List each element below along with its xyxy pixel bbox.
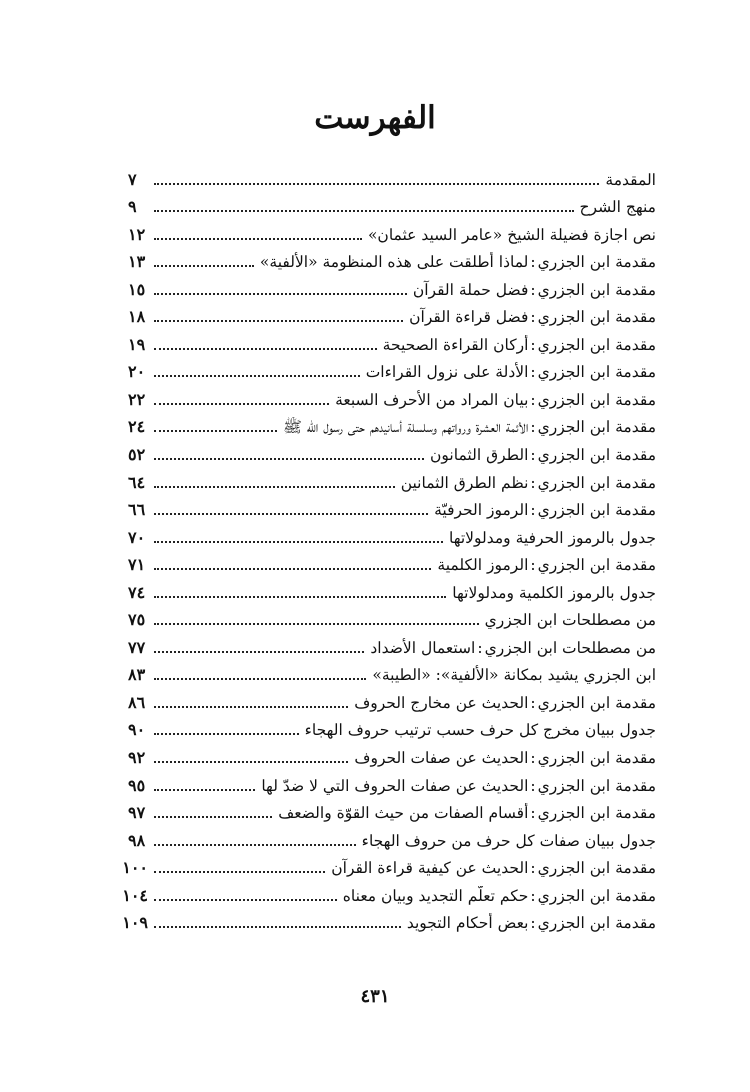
toc-entry-prefix: مقدمة ابن الجزري	[537, 280, 656, 299]
toc-entry	[122, 851, 656, 879]
page-number: ٤٣١	[360, 986, 390, 1007]
toc-entry	[128, 630, 656, 658]
toc-entry-title	[437, 555, 656, 575]
toc-entry-label: من مصطلحات ابن الجزري	[484, 611, 656, 630]
toc-entry	[128, 300, 656, 328]
toc-entry-page: ٧	[128, 169, 137, 189]
toc-entry-label: لماذا أطلقت على هذه المنظومة «الألفية»	[259, 253, 529, 272]
toc-entry-label: الحديث عن مخارج الحروف	[354, 693, 529, 712]
toc-entry-label: الأئمة العشرة ورواتهم وسلسلة أسانيدهم حتى رسول الله ﷺ	[283, 418, 529, 437]
toc-entry-label: أقسام الصفات من حيث القوّة والضعف	[278, 804, 529, 823]
toc-entry-title	[409, 307, 656, 327]
toc-entry-page: ٧٥	[128, 610, 146, 630]
toc-dot-leader	[154, 789, 255, 791]
toc-entry-label: منهج الشرح	[579, 198, 656, 217]
toc-entry	[128, 740, 656, 768]
toc-entry-prefix: مقدمة ابن الجزري	[537, 776, 656, 795]
toc-dot-leader	[154, 899, 337, 901]
toc-dot-leader	[154, 706, 348, 708]
toc-entry-page: ٧١	[128, 555, 146, 575]
toc-entry-title	[368, 225, 656, 245]
toc-entry-title	[354, 693, 656, 713]
toc-entry-prefix: مقدمة ابن الجزري	[537, 804, 656, 823]
toc-dot-leader	[154, 844, 356, 846]
toc-entry-page: ٧٠	[128, 527, 146, 547]
toc-entry	[128, 217, 656, 245]
toc-dot-leader	[154, 568, 431, 570]
toc-entry	[128, 796, 656, 824]
toc-entry	[128, 272, 656, 300]
toc-dot-leader	[154, 238, 362, 240]
toc-entry	[128, 658, 656, 686]
toc-entry-label: فضل قراءة القرآن	[409, 308, 529, 327]
toc-entry-label: نص اجازة فضيلة الشيخ «عامر السيد عثمان»	[367, 225, 656, 244]
toc-entry-title	[452, 583, 656, 603]
toc-entry-label: الرموز الحرفيّة	[434, 501, 529, 520]
toc-dot-leader	[154, 293, 407, 295]
toc-entry-label: جدول بالرموز الكلمية ومدلولاتها	[452, 583, 656, 602]
toc-entry-title	[354, 748, 656, 768]
toc-entry	[128, 190, 656, 218]
toc-entry	[128, 823, 656, 851]
toc-dot-leader	[154, 265, 254, 267]
toc-dot-leader	[154, 733, 299, 735]
toc-entry-separator: :	[530, 363, 536, 382]
toc-entry	[128, 548, 656, 576]
toc-entry-page: ٢٢	[128, 389, 146, 409]
toc-entry-title	[362, 831, 656, 851]
toc-dot-leader	[154, 348, 377, 350]
toc-entry-title	[449, 528, 656, 548]
toc-entry	[128, 713, 656, 741]
toc-entry-separator: :	[530, 859, 536, 878]
toc-entry-label: بيان المراد من الأحرف السبعة	[335, 390, 529, 409]
toc-dot-leader	[154, 403, 329, 405]
toc-dot-leader	[154, 513, 428, 515]
toc-dot-leader	[154, 678, 366, 680]
toc-dot-leader	[154, 486, 395, 488]
toc-entry-label: أركان القراءة الصحيحة	[382, 335, 529, 354]
toc-entry-label: الحديث عن صفات الحروف	[354, 749, 529, 768]
toc-dot-leader	[154, 651, 364, 653]
toc-entry-separator: :	[530, 886, 536, 905]
toc-entry-label: حكم تعلّم التجديد وبيان معناه	[342, 886, 529, 905]
toc-entry-title	[261, 776, 656, 796]
toc-dot-leader	[154, 320, 403, 322]
toc-entry-page: ٩٨	[128, 830, 146, 850]
toc-entry	[128, 382, 656, 410]
toc-entry-page: ١٩	[128, 334, 146, 354]
toc-entry-prefix: مقدمة ابن الجزري	[537, 253, 656, 272]
toc-entry	[128, 603, 656, 631]
toc-entry	[128, 410, 656, 438]
toc-entry-separator: :	[530, 693, 536, 712]
toc-entry-separator: :	[530, 556, 536, 575]
toc-entry-prefix: مقدمة ابن الجزري	[537, 390, 656, 409]
toc-dot-leader	[154, 926, 401, 928]
toc-entry	[128, 685, 656, 713]
toc-entry-title	[370, 638, 656, 658]
toc-entry-title	[580, 197, 656, 217]
toc-entry-title	[413, 280, 656, 300]
toc-entry	[122, 878, 656, 906]
toc-entry-title	[372, 665, 656, 685]
toc-entry-page: ٩	[128, 197, 137, 217]
toc-entry-separator: :	[530, 804, 536, 823]
toc-entry-label: الرموز الكلمية	[437, 556, 529, 575]
toc-entry-page: ٥٢	[128, 445, 146, 465]
toc-entry-page: ٨٦	[128, 692, 146, 712]
toc-entry-label: الأدلة على نزول القراءات	[365, 363, 529, 382]
toc-entry-prefix: مقدمة ابن الجزري	[537, 886, 656, 905]
toc-entry-title	[485, 610, 656, 630]
toc-entry-title	[366, 362, 656, 382]
toc-entry-separator: :	[530, 473, 536, 492]
toc-dot-leader	[154, 183, 599, 185]
toc-entry	[128, 162, 656, 190]
toc-entry-prefix: مقدمة ابن الجزري	[537, 446, 656, 465]
toc-entry	[128, 520, 656, 548]
toc-entry-prefix: مقدمة ابن الجزري	[537, 473, 656, 492]
toc-entry-label: جدول بالرموز الحرفية ومدلولاتها	[448, 528, 656, 547]
toc-entry-prefix: مقدمة ابن الجزري	[537, 749, 656, 768]
toc-entry	[128, 768, 656, 796]
toc-entry-prefix: مقدمة ابن الجزري	[537, 556, 656, 575]
toc-entry-title	[407, 913, 656, 933]
toc-dot-leader	[154, 458, 424, 460]
toc-entry-title	[430, 445, 656, 465]
toc-entry-prefix: من مصطلحات ابن الجزري	[484, 638, 656, 657]
toc-entry-title	[283, 417, 656, 437]
toc-entry-separator: :	[530, 501, 536, 520]
toc-entry-separator: :	[530, 418, 536, 437]
toc-entry-separator: :	[530, 446, 536, 465]
toc-entry-label: الحديث عن صفات الحروف التي لا ضدّ لها	[261, 776, 529, 795]
toc-entry-prefix: مقدمة ابن الجزري	[537, 418, 656, 437]
toc-entry-title	[260, 252, 656, 272]
toc-entry-separator: :	[530, 776, 536, 795]
toc-dot-leader	[154, 210, 574, 212]
table-of-contents	[122, 162, 656, 933]
toc-entry	[122, 906, 656, 934]
toc-entry-title	[343, 886, 656, 906]
toc-entry-separator: :	[530, 749, 536, 768]
toc-entry-prefix: مقدمة ابن الجزري	[537, 308, 656, 327]
toc-entry-label: نظم الطرق الثمانين	[400, 473, 529, 492]
toc-entry-separator: :	[530, 390, 536, 409]
toc-entry-separator: :	[530, 280, 536, 299]
toc-entry-page: ٩٠	[128, 720, 146, 740]
toc-entry-prefix: مقدمة ابن الجزري	[537, 363, 656, 382]
toc-entry-separator: :	[477, 638, 483, 657]
toc-entry-page: ٢٤	[128, 417, 146, 437]
toc-dot-leader	[154, 430, 277, 432]
toc-entry-label: فضل حملة القرآن	[412, 280, 529, 299]
toc-entry-label: المقدمة	[605, 170, 656, 189]
toc-entry-title	[434, 500, 656, 520]
toc-entry	[128, 465, 656, 493]
toc-entry-page: ٩٧	[128, 803, 146, 823]
toc-entry-page: ١٠٩	[122, 913, 148, 933]
toc-entry-separator: :	[530, 335, 536, 354]
toc-dot-leader	[154, 596, 446, 598]
toc-entry-title	[401, 473, 656, 493]
toc-entry-separator: :	[530, 253, 536, 272]
toc-entry-page: ٧٤	[128, 582, 146, 602]
toc-dot-leader	[154, 541, 443, 543]
toc-dot-leader	[154, 761, 348, 763]
toc-entry-title	[383, 335, 656, 355]
toc-entry	[128, 493, 656, 521]
toc-entry-page: ١٥	[128, 279, 146, 299]
toc-entry-page: ٨٣	[128, 665, 146, 685]
toc-entry-page: ٦٦	[128, 500, 146, 520]
toc-entry-page: ١٠٤	[122, 885, 148, 905]
toc-entry-label: الحديث عن كيفية قراءة القرآن	[331, 859, 529, 878]
toc-entry-label: جدول ببيان صفات كل حرف من حروف الهجاء	[361, 831, 656, 850]
toc-entry-title	[331, 858, 656, 878]
toc-entry-page: ١٣	[128, 252, 146, 272]
toc-entry-prefix: مقدمة ابن الجزري	[537, 859, 656, 878]
toc-entry-separator: :	[530, 914, 536, 933]
toc-entry-label: ابن الجزري يشيد بمكانة «الألفية»: «الطيبة»	[372, 666, 656, 685]
toc-entry-label: بعض أحكام التجويد	[406, 914, 529, 933]
toc-entry	[128, 327, 656, 355]
toc-entry-page: ٧٧	[128, 637, 146, 657]
toc-entry-label: جدول ببيان مخرج كل حرف حسب ترتيب حروف الهجاء	[304, 721, 656, 740]
toc-dot-leader	[154, 816, 272, 818]
toc-entry-title	[335, 390, 656, 410]
toc-entry-page: ٩٢	[128, 748, 146, 768]
toc-entry-page: ١٢	[128, 224, 146, 244]
toc-dot-leader	[154, 871, 325, 873]
toc-entry-page: ٦٤	[128, 472, 146, 492]
toc-entry	[128, 437, 656, 465]
toc-entry	[128, 355, 656, 383]
toc-entry-prefix: مقدمة ابن الجزري	[537, 501, 656, 520]
toc-entry-page: ٢٠	[128, 362, 146, 382]
toc-entry-prefix: مقدمة ابن الجزري	[537, 335, 656, 354]
toc-entry-prefix: مقدمة ابن الجزري	[537, 693, 656, 712]
toc-entry-prefix: مقدمة ابن الجزري	[537, 914, 656, 933]
toc-entry-label: استعمال الأضداد	[370, 638, 476, 657]
toc-entry-page: ٩٥	[128, 775, 146, 795]
toc-entry-page: ١٨	[128, 307, 146, 327]
toc-entry-label: الطرق الثمانون	[430, 446, 529, 465]
toc-entry	[128, 245, 656, 273]
toc-entry-title	[605, 170, 656, 190]
toc-entry	[128, 575, 656, 603]
toc-entry-title	[278, 803, 656, 823]
toc-dot-leader	[154, 375, 360, 377]
toc-dot-leader	[154, 623, 479, 625]
page-title: الفهرست	[314, 100, 436, 136]
toc-entry-separator: :	[530, 308, 536, 327]
toc-entry-title	[305, 720, 656, 740]
toc-entry-page: ١٠٠	[122, 858, 148, 878]
